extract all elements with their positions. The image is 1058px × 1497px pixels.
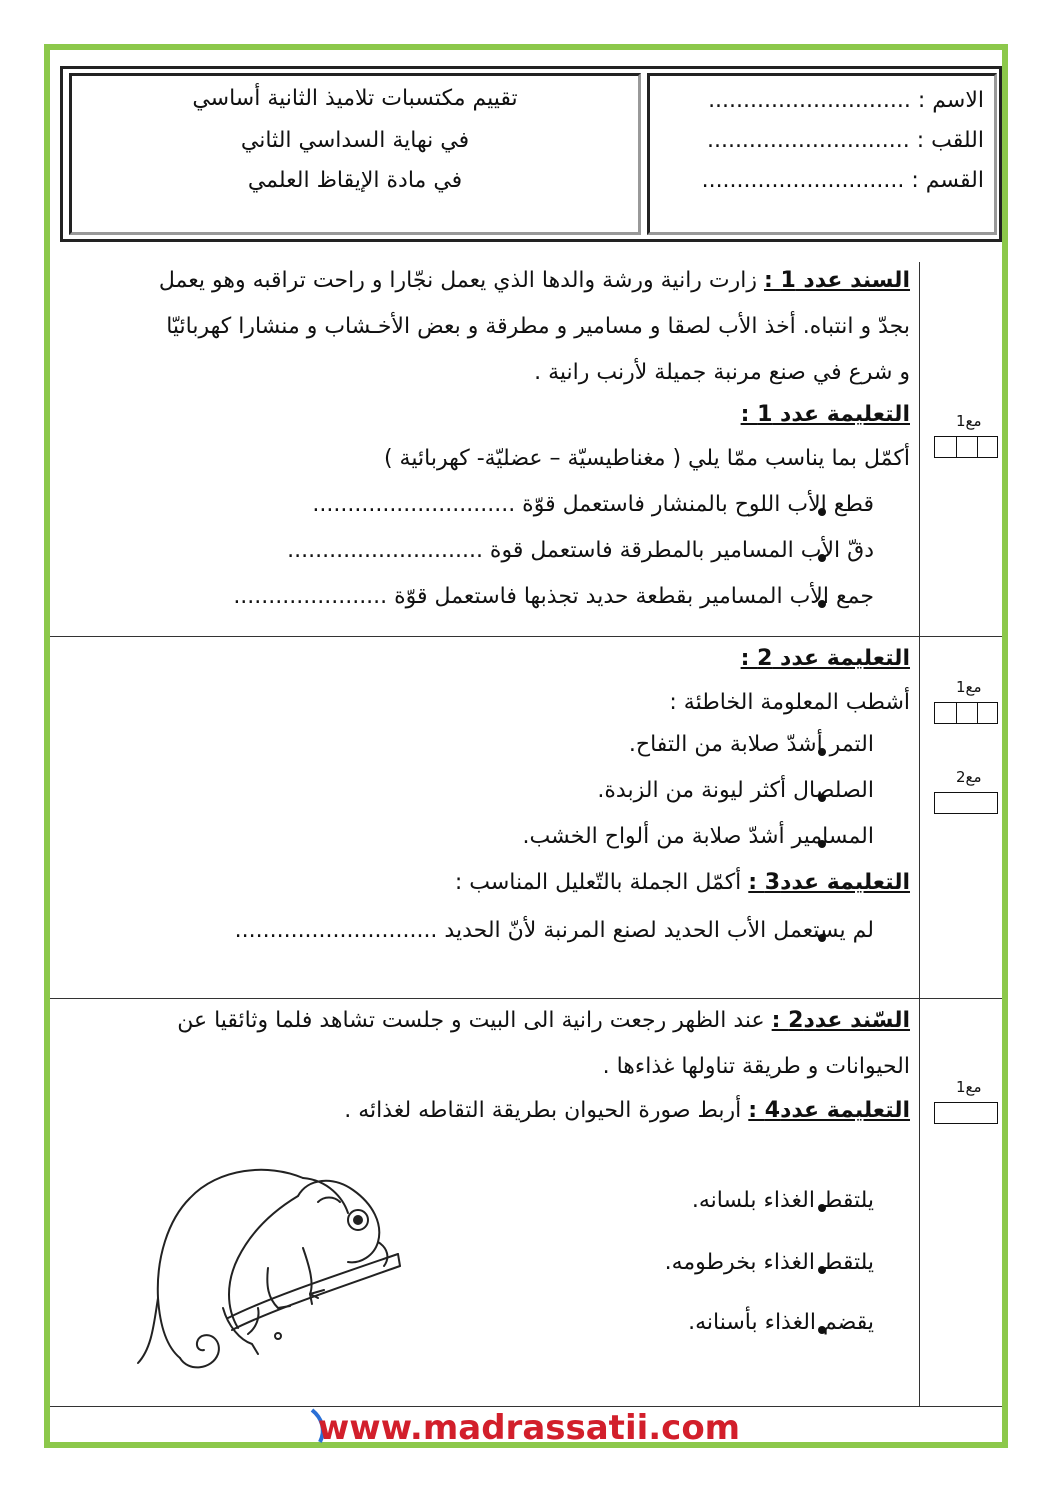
sanad-1-line-3: و شرع في صنع مرنبة جميلة لأرنب رانية . (534, 360, 910, 385)
instruction-3-item[interactable]: لم يستعمل الأب الحديد لصنع المرنبة لأنّ الحديد ............................. (234, 918, 874, 943)
instruction-4-heading: التعليمة عدد4 : (748, 1098, 910, 1123)
sanad-1-line-2: بجدّ و انتباه. أخذ الأب لصقا و مسامير و مطرقة و بعض الأخـشاب و منشارا كهربائيّا (166, 314, 910, 339)
header-box (60, 66, 1002, 242)
sanad-1-line-1 (159, 268, 910, 293)
sanad-2-line-1 (177, 1008, 910, 1033)
instruction-4-item-2[interactable]: يلتقط الغذاء بخرطومه. (664, 1250, 874, 1275)
exam-title-line-3: في مادة الإيقاظ العلمي (247, 168, 463, 193)
instruction-1-text: أكمّل بما يناسب ممّا يلي ( مغناطيسيّة – عضليّة- كهربائية ) (383, 446, 910, 471)
score-label-2a: مع1 (956, 678, 982, 696)
sanad-2-line-2: الحيوانات و طريقة تناولها غذاءها . (602, 1054, 910, 1079)
instruction-1-heading: التعليمة عدد 1 : (740, 402, 910, 427)
name-field[interactable]: الاسم : ............................. (708, 88, 984, 113)
instruction-2-item-1[interactable]: التمر أشدّ صلابة من التفاح. (628, 732, 874, 757)
score-label-3: مع1 (956, 1078, 982, 1096)
section-divider-3 (50, 1406, 1002, 1407)
surname-field[interactable]: اللقب : ............................. (706, 128, 984, 153)
exam-title-line-2: في نهاية السداسي الثاني (240, 128, 470, 153)
instruction-1-item-2[interactable]: دقّ الأب المسامير بالمطرقة فاستعمل قوة ............................ (287, 538, 874, 563)
student-info-box (647, 73, 997, 235)
score-column-divider (919, 262, 920, 1407)
instruction-3-heading: التعليمة عدد3 : (748, 870, 910, 895)
footer-website[interactable]: www.madrassatii.com (317, 1408, 741, 1448)
instruction-1-item-1[interactable]: قطع الأب اللوح بالمنشار فاستعمل قوّة ............................. (312, 492, 874, 517)
class-field[interactable]: القسم : ............................. (701, 168, 984, 193)
instruction-2-item-3[interactable]: المسامير أشدّ صلابة من ألواح الخشب. (522, 824, 874, 849)
instruction-2-label (741, 646, 910, 671)
instruction-3-line (455, 870, 910, 895)
score-label-2b: مع2 (956, 768, 982, 786)
section-divider-2 (50, 998, 1002, 999)
instruction-2-text: أشطب المعلومة الخاطئة : (669, 690, 910, 715)
score-label-1: مع1 (956, 412, 982, 430)
score-box-3[interactable] (934, 1102, 998, 1124)
exercise-grid (50, 262, 1002, 1407)
instruction-4-item-3[interactable]: يقضم الغذاء بأسنانه. (688, 1310, 874, 1335)
instruction-3-text: أكمّل الجملة بالتّعليل المناسب : (454, 870, 749, 895)
exam-title-line-1: تقييم مكتسبات تلاميذ الثانية أساسي (192, 86, 518, 111)
instruction-4-line (344, 1098, 910, 1123)
exam-title-box (69, 73, 641, 235)
sanad-2-text-1: عند الظهر رجعت رانية الى البيت و جلست تشاهد فلما وثائقيا عن (177, 1008, 772, 1033)
sanad-1-label: السند عدد 1 : (763, 268, 910, 293)
section-divider-1 (50, 636, 1002, 637)
sanad-1-text-1: زارت رانية ورشة والدها الذي يعمل نجّارا و راحت تراقبه وهو يعمل (158, 268, 764, 293)
chameleon-drawing[interactable] (128, 1158, 418, 1378)
score-box-1[interactable] (934, 436, 998, 458)
sanad-2-label: السّند عدد2 : (771, 1008, 910, 1033)
instruction-4-text: أربط صورة الحيوان بطريقة التقاطه لغذائه . (344, 1098, 749, 1123)
instruction-4-item-1[interactable]: يلتقط الغذاء بلسانه. (691, 1188, 874, 1213)
instruction-1-label (741, 402, 910, 427)
instruction-2-item-2[interactable]: الصلصال أكثر ليونة من الزبدة. (597, 778, 874, 803)
instruction-2-heading: التعليمة عدد 2 : (740, 646, 910, 671)
score-box-2b[interactable] (934, 792, 998, 814)
instruction-1-item-3[interactable]: جمع الأب المسامير بقطعة حديد تجذبها فاستعمل قوّة ...................... (233, 584, 874, 609)
score-box-2a[interactable] (934, 702, 998, 724)
